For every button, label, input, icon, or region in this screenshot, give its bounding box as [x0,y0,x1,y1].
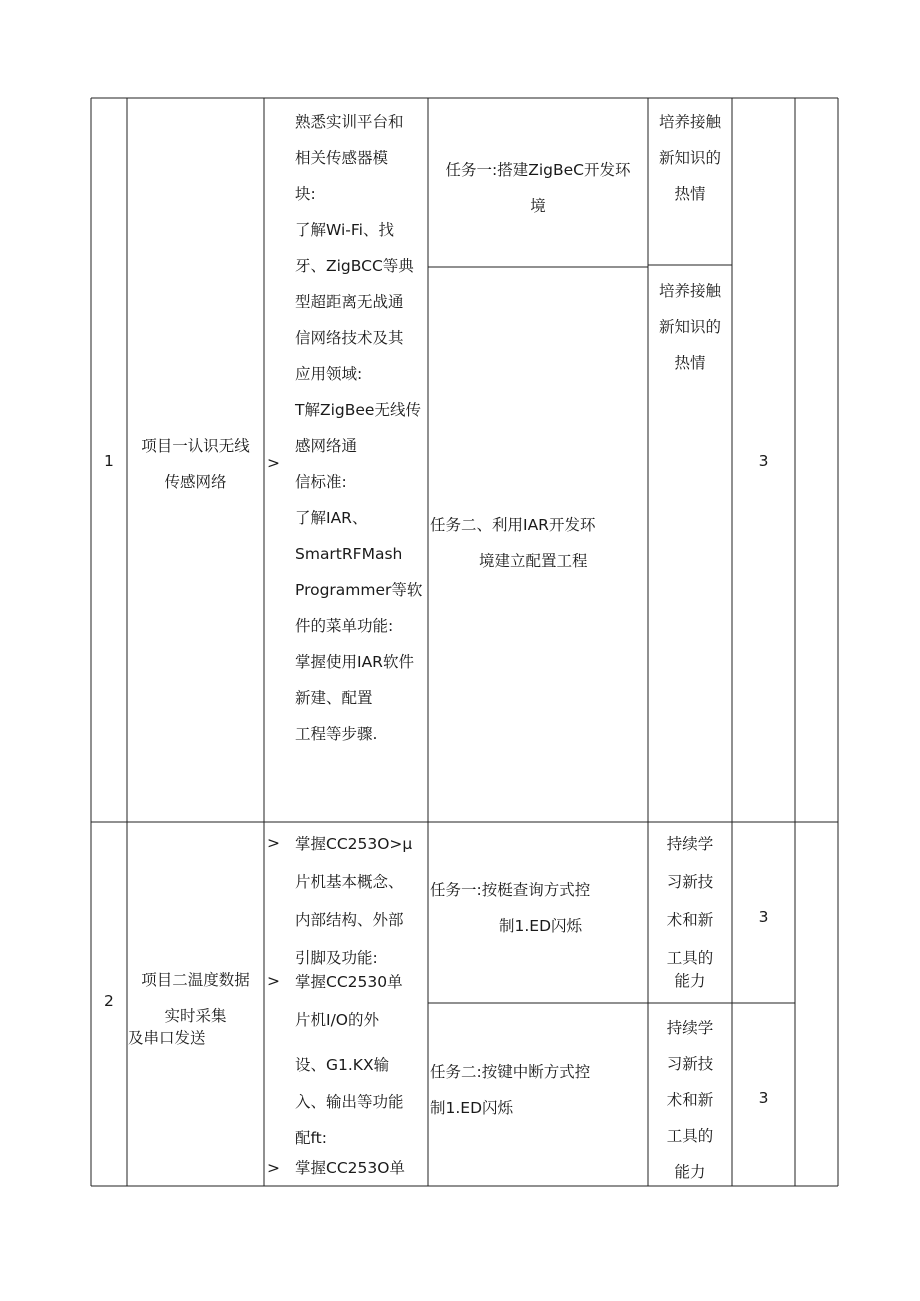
knowledge-line: 掌握CC253O>µ [295,835,413,853]
quality-goal-cell [648,273,732,381]
project-name-clipped [127,962,264,1025]
quality-line: 术和新 [666,911,714,929]
hours-cell: 3 [758,452,769,470]
knowledge-line: 新建、配置 [295,689,373,707]
project-name-line: 及串口发送 [128,1029,206,1047]
quality-line: 热情 [674,354,706,372]
knowledge-line: T解ZigBee无线传 [295,401,421,419]
quality-line: 热情 [674,185,706,203]
knowledge-line: 熟悉实训平台和 [295,113,404,131]
quality-line: 工具的 [666,1127,714,1145]
knowledge-line: 配ft: [295,1129,327,1147]
knowledge-line: 设、G1.KX输 [295,1056,390,1074]
knowledge-line: SmartRFMash [295,545,403,563]
task-line: 境 [530,197,546,215]
knowledge-line: 相关传感器模 [295,149,389,167]
knowledge-line: 了解IAR、 [295,509,368,527]
quality-line: 新知识的 [658,149,721,167]
knowledge-line: 掌握CC253O单 [295,1159,405,1177]
knowledge-line: 牙、ZigBCC等典 [295,257,414,275]
task-cell [428,152,648,224]
bullet-marker: > [267,1159,280,1177]
task-cell [430,1054,590,1126]
quality-line: 培养接触 [658,113,721,131]
quality-line: 能力 [674,972,706,990]
bullet-marker: > [267,454,280,472]
project-name [127,428,264,500]
knowledge-goals-a [295,826,428,967]
task-line: 制1.ED闪烁 [499,917,583,935]
task-line: 境建立配置工程 [479,552,588,570]
knowledge-line: Programmer等软 [295,581,423,599]
knowledge-line: 片机基本概念、 [295,873,404,891]
task-line: 制1.ED闪烁 [430,1099,514,1117]
hours-cell: 3 [758,1089,769,1107]
quality-goal-cell [648,104,732,212]
quality-line: 工具的 [666,949,714,967]
task-cell [430,872,590,944]
project-name-line: 传感网络 [164,473,227,491]
knowledge-line: 信标准: [295,473,347,491]
task-cell [430,507,595,579]
quality-line: 持续学 [666,1019,714,1037]
knowledge-line: 信网络技术及其 [295,329,404,347]
knowledge-line: 内部结构、外部 [295,911,404,929]
knowledge-line: 块: [295,185,316,203]
hours-cell: 3 [758,908,769,926]
knowledge-line: 引脚及功能: [295,949,378,967]
quality-line: 培养接触 [658,282,721,300]
task-line: 任务一:搭建ZigBeC开发环 [445,161,631,179]
knowledge-line: 掌握CC2530单 [295,973,403,991]
bullet-marker: > [267,972,280,990]
knowledge-line: 件的菜单功能: [295,617,394,635]
knowledge-line: 掌握使用IAR软件 [295,653,414,671]
quality-line: 习新技 [666,1055,714,1073]
knowledge-goals [295,104,422,752]
knowledge-line: 片机I/O的外 [295,1011,379,1029]
knowledge-line: 感网络通 [295,437,358,455]
knowledge-line: 应用领域: [295,365,363,383]
bullet-marker: > [267,834,280,852]
quality-line: 术和新 [666,1091,714,1109]
task-line: 任务一:按梃查询方式控 [430,881,591,899]
quality-goal-cell [648,826,732,967]
task-line: 任务二、利用IAR开发环 [430,516,596,534]
quality-line: 能力 [674,1163,706,1181]
quality-line: 新知识的 [658,318,721,336]
knowledge-line: 型超距离无战通 [295,293,404,311]
row-number: 1 [104,452,114,470]
project-name-line: 实时采集 [164,1007,227,1025]
project-name-line: 项目二温度数据 [141,971,250,989]
quality-line: 持续学 [666,835,714,853]
knowledge-line: 入、输出等功能 [295,1093,404,1111]
project-name-line: 项目一认识无线 [141,437,250,455]
knowledge-line: 了解Wi-Fi、找 [295,221,394,239]
row-number: 2 [104,992,114,1010]
project-name-overflow [128,1029,263,1058]
knowledge-line: 工程等步骤. [295,725,378,743]
quality-goal-cell [648,1010,732,1190]
task-line: 任务二:按键中断方式控 [430,1063,591,1081]
quality-line: 习新技 [666,873,714,891]
